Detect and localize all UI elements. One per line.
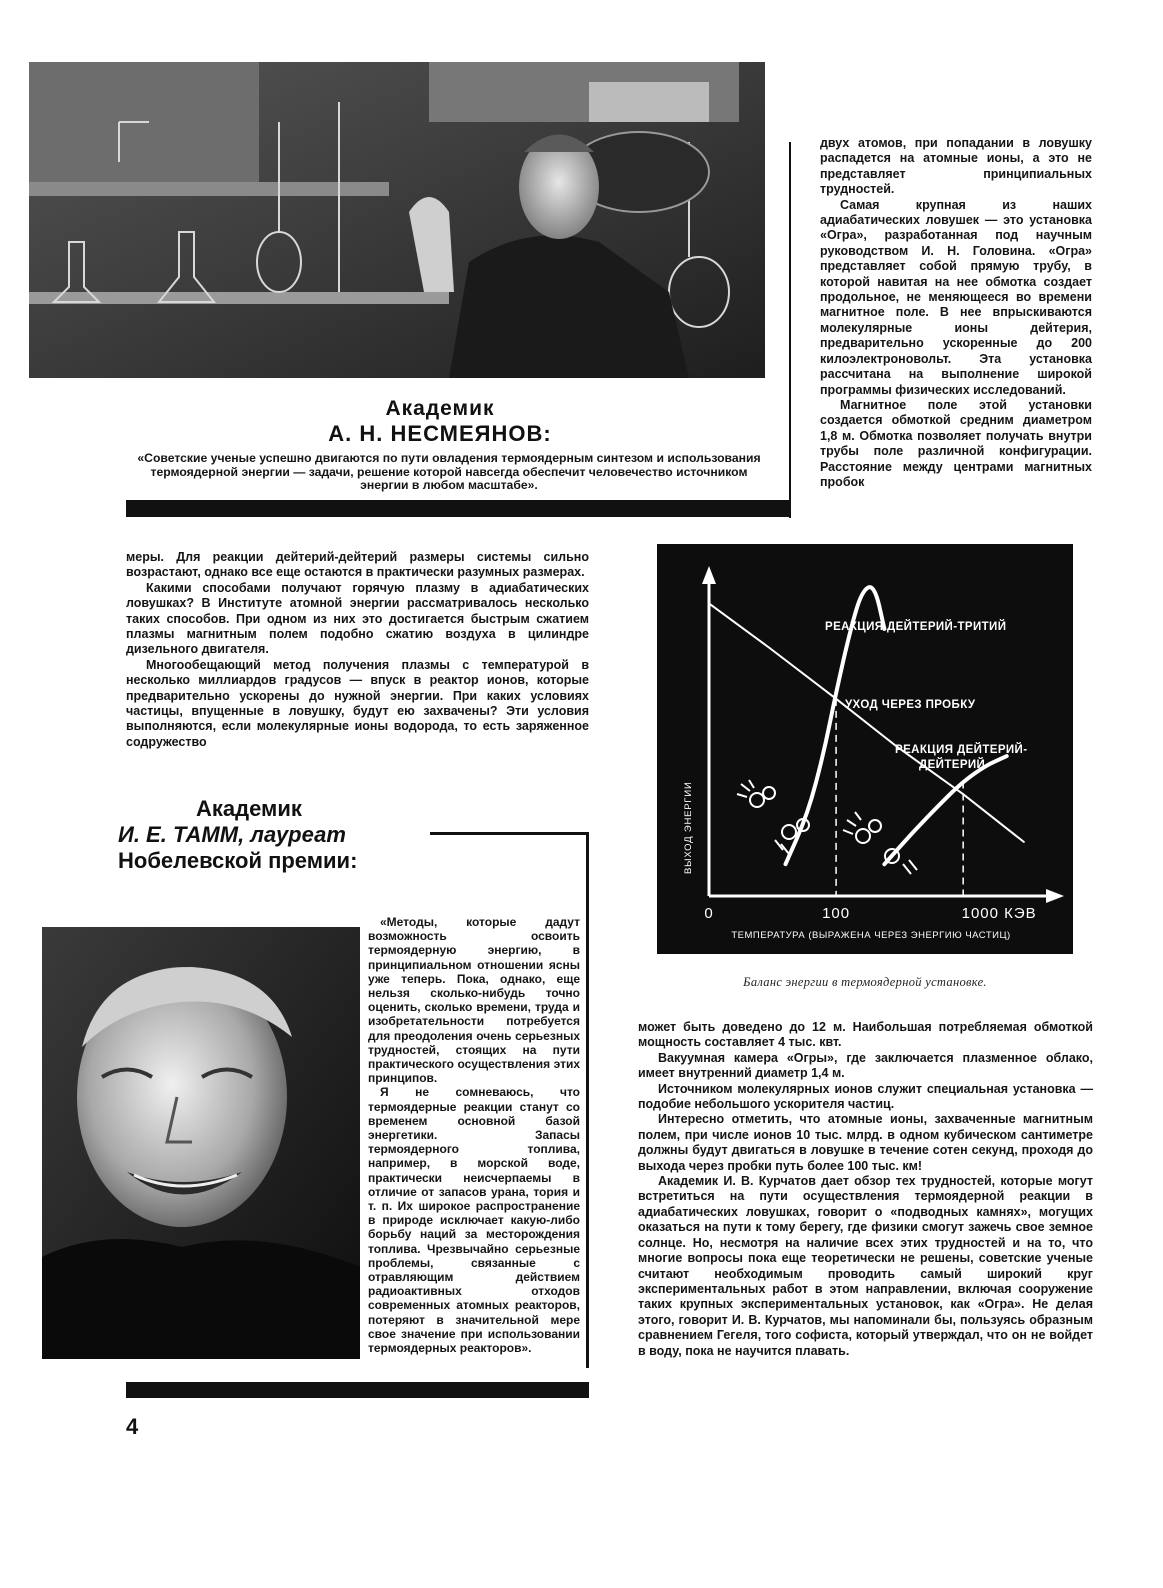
particle <box>856 829 870 843</box>
series-label-dt: РЕАКЦИЯ ДЕЙТЕРИЙ-ТРИТИЙ <box>825 621 1007 633</box>
tamm-quote <box>368 915 580 1355</box>
lab-photo-illustration <box>29 62 765 378</box>
energy-balance-chart <box>657 544 1073 954</box>
paragraph: Источником молекулярных ионов служит специальная установка — подобие небольшого ускорителя частиц. <box>638 1081 1093 1112</box>
x-axis-label: ТЕМПЕРАТУРА (ВЫРАЖЕНА ЧЕРЕЗ ЭНЕРГИЮ ЧАСТИЦ) <box>731 930 1011 941</box>
tamm-title-line1: Академик <box>196 796 302 821</box>
particle <box>763 787 775 799</box>
y-axis-arrow <box>702 566 716 584</box>
paragraph: Многообещающий метод получения плазмы с температурой в несколько миллиардов градусов — впуск в реактор ионов, которые предварительно ускорены до нужной энергии. При каких условиях частицы, впущенные в ловушку, будут ею захвачены? Эти условия выполняются, если молекулярные ионы водорода, то есть заряженное содружество <box>126 657 589 749</box>
right-column-top-text <box>820 136 1092 490</box>
series-label-dd-line2: ДЕЙТЕРИЙ <box>919 759 986 771</box>
middle-left-column-text <box>126 550 589 750</box>
divider-tamm-vertical <box>586 832 589 1368</box>
particle <box>782 825 796 839</box>
paragraph: Самая крупная из наших адиабатических ловушек — это установка «Огра», разработанная под научным руководством И. Н. Головина. «Огра» представляет собой прямую трубу, в которой навитая на нее обмотка создает продольное, не меняющееся во времени магнитное поле. В нее впрыскиваются молекулярные ионы дейтерия, предварительно ускоренные до 200 килоэлектроновольт. Эта установка рассчитана на выполнение широкой программы физических исследований. <box>820 197 1092 397</box>
series-label-escape: УХОД ЧЕРЕЗ ПРОБКУ <box>845 699 976 711</box>
right-column-bottom-text <box>638 1020 1093 1359</box>
photo-tamm <box>42 927 360 1359</box>
nesmeyanov-quote: «Советские ученые успешно двигаются по пути овладения термоядерным синтезом и использования термоядерной энергии — задачи, решение которой навсегда обеспечит человечество источником энергии в любом масштабе». <box>137 451 761 493</box>
particle <box>869 820 881 832</box>
chart-canvas <box>657 544 1073 954</box>
nesmeyanov-title-line2: А. Н. НЕСМЕЯНОВ: <box>328 421 552 446</box>
nesmeyanov-title-line1: Академик <box>385 397 495 420</box>
page-number: 4 <box>126 1414 139 1439</box>
paragraph: Магнитное поле этой установки создается обмоткой средним диаметром 1,8 м. Обмотка позволяет получать внутри трубы поле различной конфигурации. Расстояние между центрами магнитных пробок <box>820 397 1092 489</box>
tamm-portrait-illustration <box>42 927 360 1359</box>
x-tick-label: 0 <box>704 905 714 922</box>
tamm-title-line3: Нобелевской премии: <box>118 848 358 873</box>
paragraph: двух атомов, при попадании в ловушку распадется на атомные ионы, а это не представляет принципиальных трудностей. <box>820 136 1092 197</box>
divider-bar-top <box>126 500 790 517</box>
paragraph: Какими способами получают горячую плазму в адиабатических ловушках? В Институте атомной энергии рассматривалось несколько таких способов. При одном из них это достигается быстрым сжатием плазмы магнитным полем подобно сжатию воздуха в цилиндре дизельного двигателя. <box>126 580 589 657</box>
nesmeyanov-heading <box>200 397 680 447</box>
paragraph: меры. Для реакции дейтерий-дейтерий размеры системы сильно возрастают, однако все еще остаются в практически разумных размерах. <box>126 550 589 580</box>
tamm-quote-paragraph: Я не сомневаюсь, что термоядерные реакции станут со временем основной базой энергетики. Запасы термоядерного топлива, например, в морской воде, практически неисчерпаемы в отличие от запасов урана, тория и т. п. Их широкое распространение в природе исключает какую-либо борьбу наций за месторождения топлива. Чрезвычайно серьезные проблемы, связанные с отравляющим действием радиоактивных отходов современных атомных реакторов, потеряют в значительной мере свое значение при использовании термоядерных реакторов». <box>368 1085 580 1356</box>
tamm-quote-paragraph: «Методы, которые дадут возможность освоить термоядерную энергию, в принципиальном отношении ясны уже теперь. Пока, однако, еще нельзя сколько-нибудь точно оценить, сколько времени, труда и изобретательности потребуется для преодоления очень серьезных трудностей, стоящих на пути практического осуществления этих принципов. <box>368 915 580 1086</box>
tamm-heading <box>118 796 438 874</box>
divider-vertical-top <box>789 142 791 518</box>
chart-ticks-group <box>704 905 1036 922</box>
figure-caption: Баланс энергии в термоядерной установке. <box>743 975 987 989</box>
paragraph: Вакуумная камера «Огры», где заключается плазменное облако, имеет внутренний диаметр 1,4 м. <box>638 1050 1093 1081</box>
divider-tamm-line <box>430 832 586 835</box>
paragraph: Интересно отметить, что атомные ионы, захваченные магнитным полем, при числе ионов 10 тыс. млрд. в одном кубическом сантиметре должны будут двигаться в ловушке в течение сотен секунд, проходя до выхода через пробки путь более 100 тыс. км! <box>638 1112 1093 1173</box>
divider-bar-bottom <box>126 1382 589 1398</box>
x-tick-label: 1000 КЭВ <box>961 905 1037 922</box>
series-label-dd-line1: РЕАКЦИЯ ДЕЙТЕРИЙ- <box>895 744 1028 756</box>
paragraph: Академик И. В. Курчатов дает обзор тех трудностей, которые могут встретиться на пути осуществления термоядерной реакции в адиабатических ловушках, говорит о «подводных камнях», могущих оказаться на пути к тому берегу, где физики смогут зажечь свое земное солнце. Но, несмотря на наличие всех этих трудностей и на то, что многие вопросы пока еще теоретически не решены, советские ученые считают необходимым проводить самый широкий круг экспериментальных работ в этом направлении, включая сооружение таких крупных экспериментальных установок, как «Огра». Не делая этого, говорит И. В. Курчатов, мы напоминали бы, пользуясь образным сравнением Гегеля, того софиста, который утверждал, что он не войдет в воду, пока не научится плавать. <box>638 1174 1093 1358</box>
particle <box>750 793 764 807</box>
x-axis-arrow <box>1046 889 1064 903</box>
series-dd-curve <box>884 756 1006 864</box>
tamm-title-line2: И. Е. ТАММ, лауреат <box>118 822 346 847</box>
photo-nesmeyanov-lab <box>29 62 765 378</box>
x-tick-label: 100 <box>822 905 851 922</box>
paragraph: может быть доведено до 12 м. Наибольшая потребляемая обмоткой мощность составляет 4 тыс. квт. <box>638 1020 1093 1050</box>
y-axis-label: ВЫХОД ЭНЕРГИИ <box>683 781 694 874</box>
